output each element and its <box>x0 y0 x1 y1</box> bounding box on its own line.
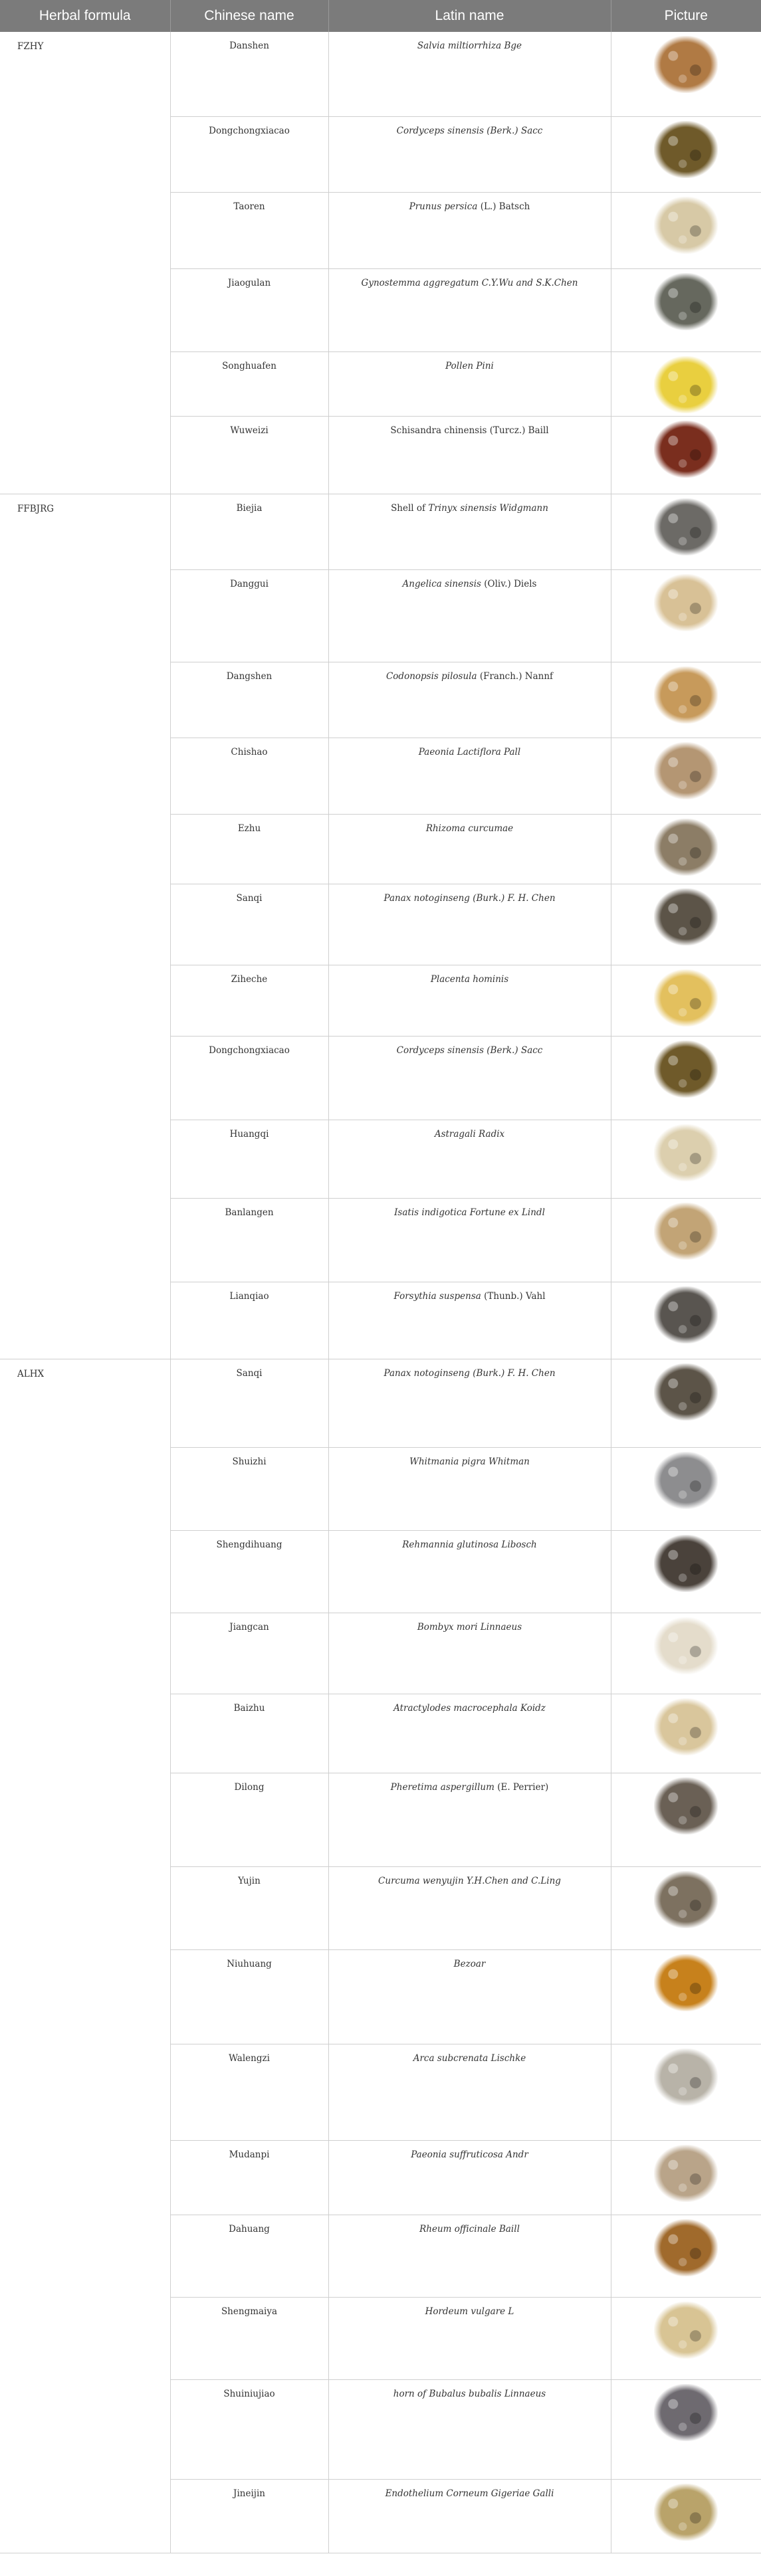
latin-name-cell: Angelica sinensis (Oliv.) Diels <box>328 569 611 662</box>
latin-name-cell: Salvia miltiorrhiza Bge <box>328 32 611 116</box>
latin-name-cell: Rehmannia glutinosa Libosch <box>328 1530 611 1613</box>
herbal-formula-cell: FZHY <box>0 32 170 494</box>
herb-picture <box>654 1286 718 1343</box>
herb-picture <box>654 1203 718 1260</box>
herb-picture <box>654 1535 718 1592</box>
latin-name-cell: Prunus persica (L.) Batsch <box>328 192 611 268</box>
herb-picture <box>654 1871 718 1928</box>
latin-name-cell: Cordyceps sinensis (Berk.) Sacc <box>328 1036 611 1120</box>
herb-picture <box>654 2384 718 2441</box>
chinese-name-cell: Dongchongxiacao <box>170 116 328 192</box>
latin-name-cell: Paeonia Lactiflora Pall <box>328 738 611 814</box>
latin-name-cell: Pheretima aspergillum (E. Perrier) <box>328 1773 611 1866</box>
chinese-name-cell: Dahuang <box>170 2215 328 2297</box>
latin-name-cell: Bombyx mori Linnaeus <box>328 1613 611 1694</box>
latin-name-cell: Arca subcrenata Lischke <box>328 2044 611 2140</box>
chinese-name-cell: Baizhu <box>170 1694 328 1773</box>
chinese-name-cell: Danggui <box>170 569 328 662</box>
latin-name-cell: Astragali Radix <box>328 1120 611 1198</box>
herb-picture <box>654 2048 718 2106</box>
latin-name-cell: Placenta hominis <box>328 965 611 1036</box>
table-row <box>0 32 761 116</box>
latin-name-cell: Whitmania pigra Whitman <box>328 1447 611 1530</box>
herb-picture <box>654 2145 718 2202</box>
latin-name-cell: Bezoar <box>328 1949 611 2044</box>
herb-picture <box>654 1124 718 1181</box>
herb-picture <box>654 36 718 93</box>
herb-picture <box>654 356 718 413</box>
herb-picture <box>654 1617 718 1674</box>
chinese-name-cell: Dongchongxiacao <box>170 1036 328 1120</box>
chinese-name-cell: Huangqi <box>170 1120 328 1198</box>
chinese-name-cell: Biejia <box>170 494 328 569</box>
chinese-name-cell: Chishao <box>170 738 328 814</box>
chinese-name-cell: Walengzi <box>170 2044 328 2140</box>
latin-name-cell: Codonopsis pilosula (Franch.) Nannf <box>328 662 611 738</box>
latin-name-cell: Shell of Trinyx sinensis Widgmann <box>328 494 611 569</box>
chinese-name-cell: Taoren <box>170 192 328 268</box>
chinese-name-cell: Shuiniujiao <box>170 2379 328 2479</box>
chinese-name-cell: Sanqi <box>170 884 328 965</box>
latin-name-cell: Panax notoginseng (Burk.) F. H. Chen <box>328 884 611 965</box>
chinese-name-cell: Wuweizi <box>170 416 328 494</box>
header-picture: Picture <box>611 0 761 32</box>
herb-picture <box>654 888 718 945</box>
herb-picture <box>654 1452 718 1509</box>
herb-picture <box>654 498 718 555</box>
chinese-name-cell: Songhuafen <box>170 351 328 416</box>
table-row <box>0 494 761 569</box>
latin-name-cell: Forsythia suspensa (Thunb.) Vahl <box>328 1282 611 1359</box>
herb-picture <box>654 666 718 724</box>
herb-picture <box>654 421 718 478</box>
header-herbal-formula: Herbal formula <box>0 0 170 32</box>
table-row <box>0 1359 761 1447</box>
chinese-name-cell: Jiangcan <box>170 1613 328 1694</box>
herb-picture <box>654 273 718 330</box>
latin-name-cell: Atractylodes macrocephala Koidz <box>328 1694 611 1773</box>
chinese-name-cell: Ziheche <box>170 965 328 1036</box>
herb-picture <box>654 1777 718 1834</box>
herb-picture <box>654 1040 718 1098</box>
herb-picture <box>654 969 718 1027</box>
latin-name-cell: Gynostemma aggregatum C.Y.Wu and S.K.Chen <box>328 268 611 351</box>
latin-name-cell: horn of Bubalus bubalis Linnaeus <box>328 2379 611 2479</box>
herb-picture <box>654 2484 718 2541</box>
chinese-name-cell: Mudanpi <box>170 2140 328 2215</box>
chinese-name-cell: Ezhu <box>170 814 328 884</box>
chinese-name-cell: Sanqi <box>170 1359 328 1447</box>
latin-name-cell: Endothelium Corneum Gigeriae Galli <box>328 2479 611 2553</box>
latin-name-cell: Curcuma wenyujin Y.H.Chen and C.Ling <box>328 1866 611 1949</box>
latin-name-cell: Paeonia suffruticosa Andr <box>328 2140 611 2215</box>
header-chinese-name: Chinese name <box>170 0 328 32</box>
herb-picture <box>654 742 718 799</box>
herbal-formula-cell: FFBJRG <box>0 494 170 1359</box>
chinese-name-cell: Shuizhi <box>170 1447 328 1530</box>
herb-picture <box>654 1363 718 1421</box>
chinese-name-cell: Banlangen <box>170 1198 328 1282</box>
latin-name-cell: Pollen Pini <box>328 351 611 416</box>
herb-picture <box>654 1698 718 1755</box>
chinese-name-cell: Shengdihuang <box>170 1530 328 1613</box>
latin-name-cell: Isatis indigotica Fortune ex Lindl <box>328 1198 611 1282</box>
latin-name-cell: Hordeum vulgare L <box>328 2297 611 2379</box>
chinese-name-cell: Shengmaiya <box>170 2297 328 2379</box>
herb-picture <box>654 574 718 631</box>
latin-name-cell: Panax notoginseng (Burk.) F. H. Chen <box>328 1359 611 1447</box>
latin-name-cell: Rhizoma curcumae <box>328 814 611 884</box>
latin-name-cell: Rheum officinale Baill <box>328 2215 611 2297</box>
herb-picture <box>654 2219 718 2276</box>
chinese-name-cell: Dangshen <box>170 662 328 738</box>
chinese-name-cell: Niuhuang <box>170 1949 328 2044</box>
latin-name-cell: Schisandra chinensis (Turcz.) Baill <box>328 416 611 494</box>
chinese-name-cell: Lianqiao <box>170 1282 328 1359</box>
chinese-name-cell: Jineijin <box>170 2479 328 2553</box>
chinese-name-cell: Danshen <box>170 32 328 116</box>
herb-picture <box>654 121 718 178</box>
herb-picture <box>654 819 718 876</box>
table-body <box>0 32 761 2553</box>
herb-picture <box>654 2302 718 2359</box>
latin-name-cell: Cordyceps sinensis (Berk.) Sacc <box>328 116 611 192</box>
herb-picture <box>654 197 718 254</box>
header-latin-name: Latin name <box>328 0 611 32</box>
chinese-name-cell: Dilong <box>170 1773 328 1866</box>
chinese-name-cell: Jiaogulan <box>170 268 328 351</box>
herbal-formula-cell: ALHX <box>0 1359 170 2553</box>
chinese-name-cell: Yujin <box>170 1866 328 1949</box>
herb-picture <box>654 1954 718 2011</box>
table-header-row <box>0 0 761 32</box>
